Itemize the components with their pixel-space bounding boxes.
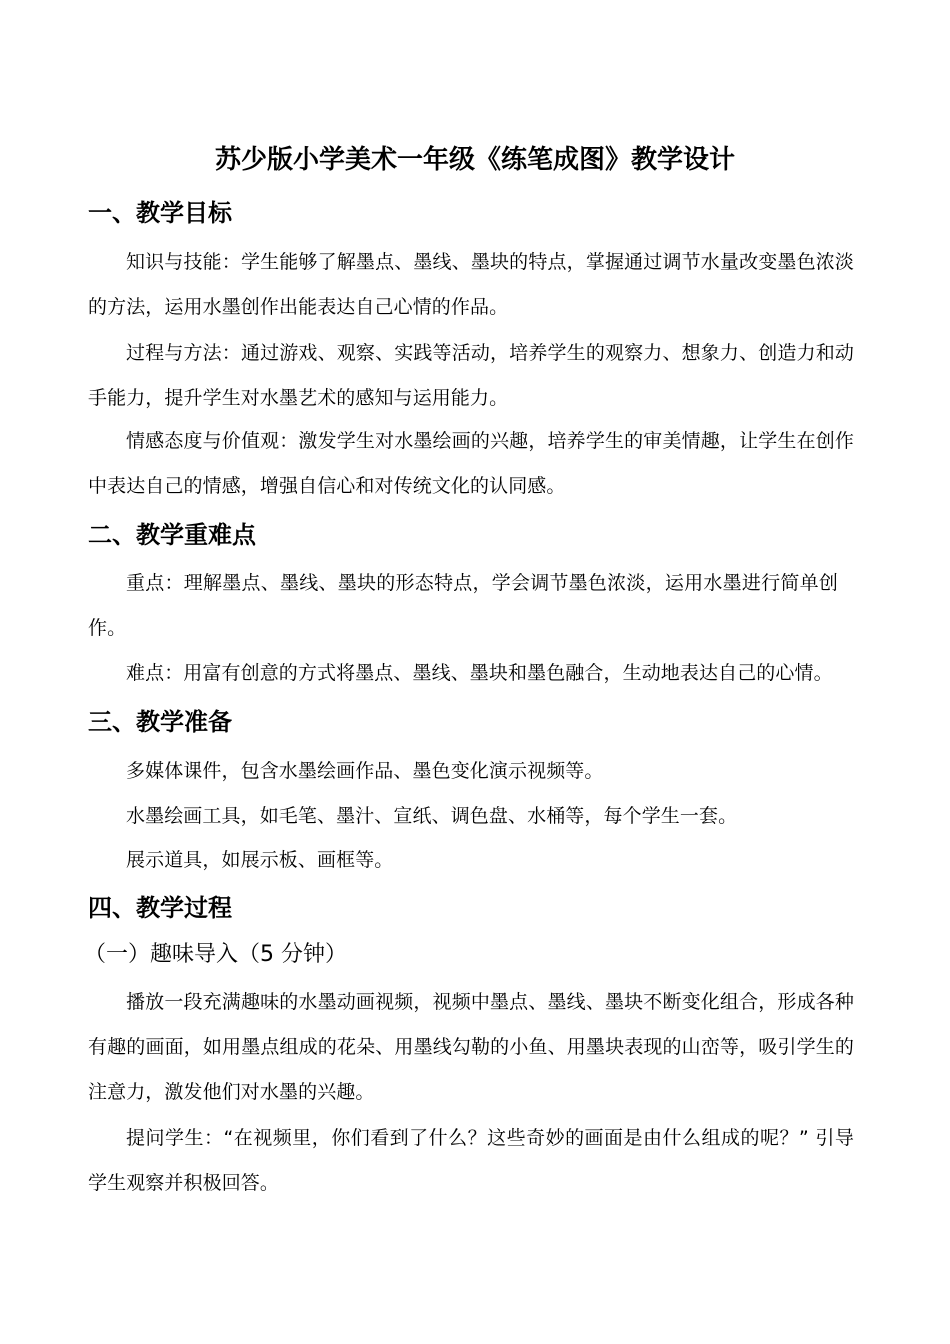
paragraph: 情感态度与价值观：激发学生对水墨绘画的兴趣，培养学生的审美情趣，让学生在创作中表达自己的情感，增强自信心和对传统文化的认同感。 (88, 430, 854, 497)
paragraph: 提问学生：“在视频里，你们看到了什么？这些奇妙的画面是由什么组成的呢？” 引导学生观察并积极回答。 (88, 1127, 854, 1194)
paragraph: 难点：用富有创意的方式将墨点、墨线、墨块和墨色融合，生动地表达自己的心情。 (126, 662, 833, 684)
section-heading: 二、教学重难点 (88, 521, 256, 549)
paragraph: 过程与方法：通过游戏、观察、实践等活动，培养学生的观察力、想象力、创造力和动手能力，提升学生对水墨艺术的感知与运用能力。 (88, 342, 854, 409)
document-title: 苏少版小学美术一年级《练笔成图》教学设计 (214, 145, 735, 175)
section-heading: 三、教学准备 (88, 708, 232, 736)
section-heading: 四、教学过程 (88, 894, 232, 922)
paragraph: 知识与技能：学生能够了解墨点、墨线、墨块的特点，掌握通过调节水量改变墨色浓淡的方法，运用水墨创作出能表达自己心情的作品。 (88, 251, 854, 318)
paragraph: 播放一段充满趣味的水墨动画视频，视频中墨点、墨线、墨块不断变化组合，形成各种有趣的画面，如用墨点组成的花朵、用墨线勾勒的小鱼、用墨块表现的山峦等，吸引学生的注意力，激发他们对水墨的兴趣。 (88, 991, 854, 1103)
paragraph: 展示道具，如展示板、画框等。 (126, 849, 394, 871)
subsection-heading: （一）趣味导入（5 分钟） (84, 942, 347, 967)
paragraph: 水墨绘画工具，如毛笔、墨汁、宣纸、调色盘、水桶等，每个学生一套。 (126, 805, 738, 827)
paragraph: 重点：理解墨点、墨线、墨块的形态特点，学会调节墨色浓淡，运用水墨进行简单创作。 (88, 572, 838, 639)
paragraph: 多媒体课件，包含水墨绘画作品、墨色变化演示视频等。 (126, 760, 604, 782)
section-heading: 一、教学目标 (88, 199, 232, 227)
